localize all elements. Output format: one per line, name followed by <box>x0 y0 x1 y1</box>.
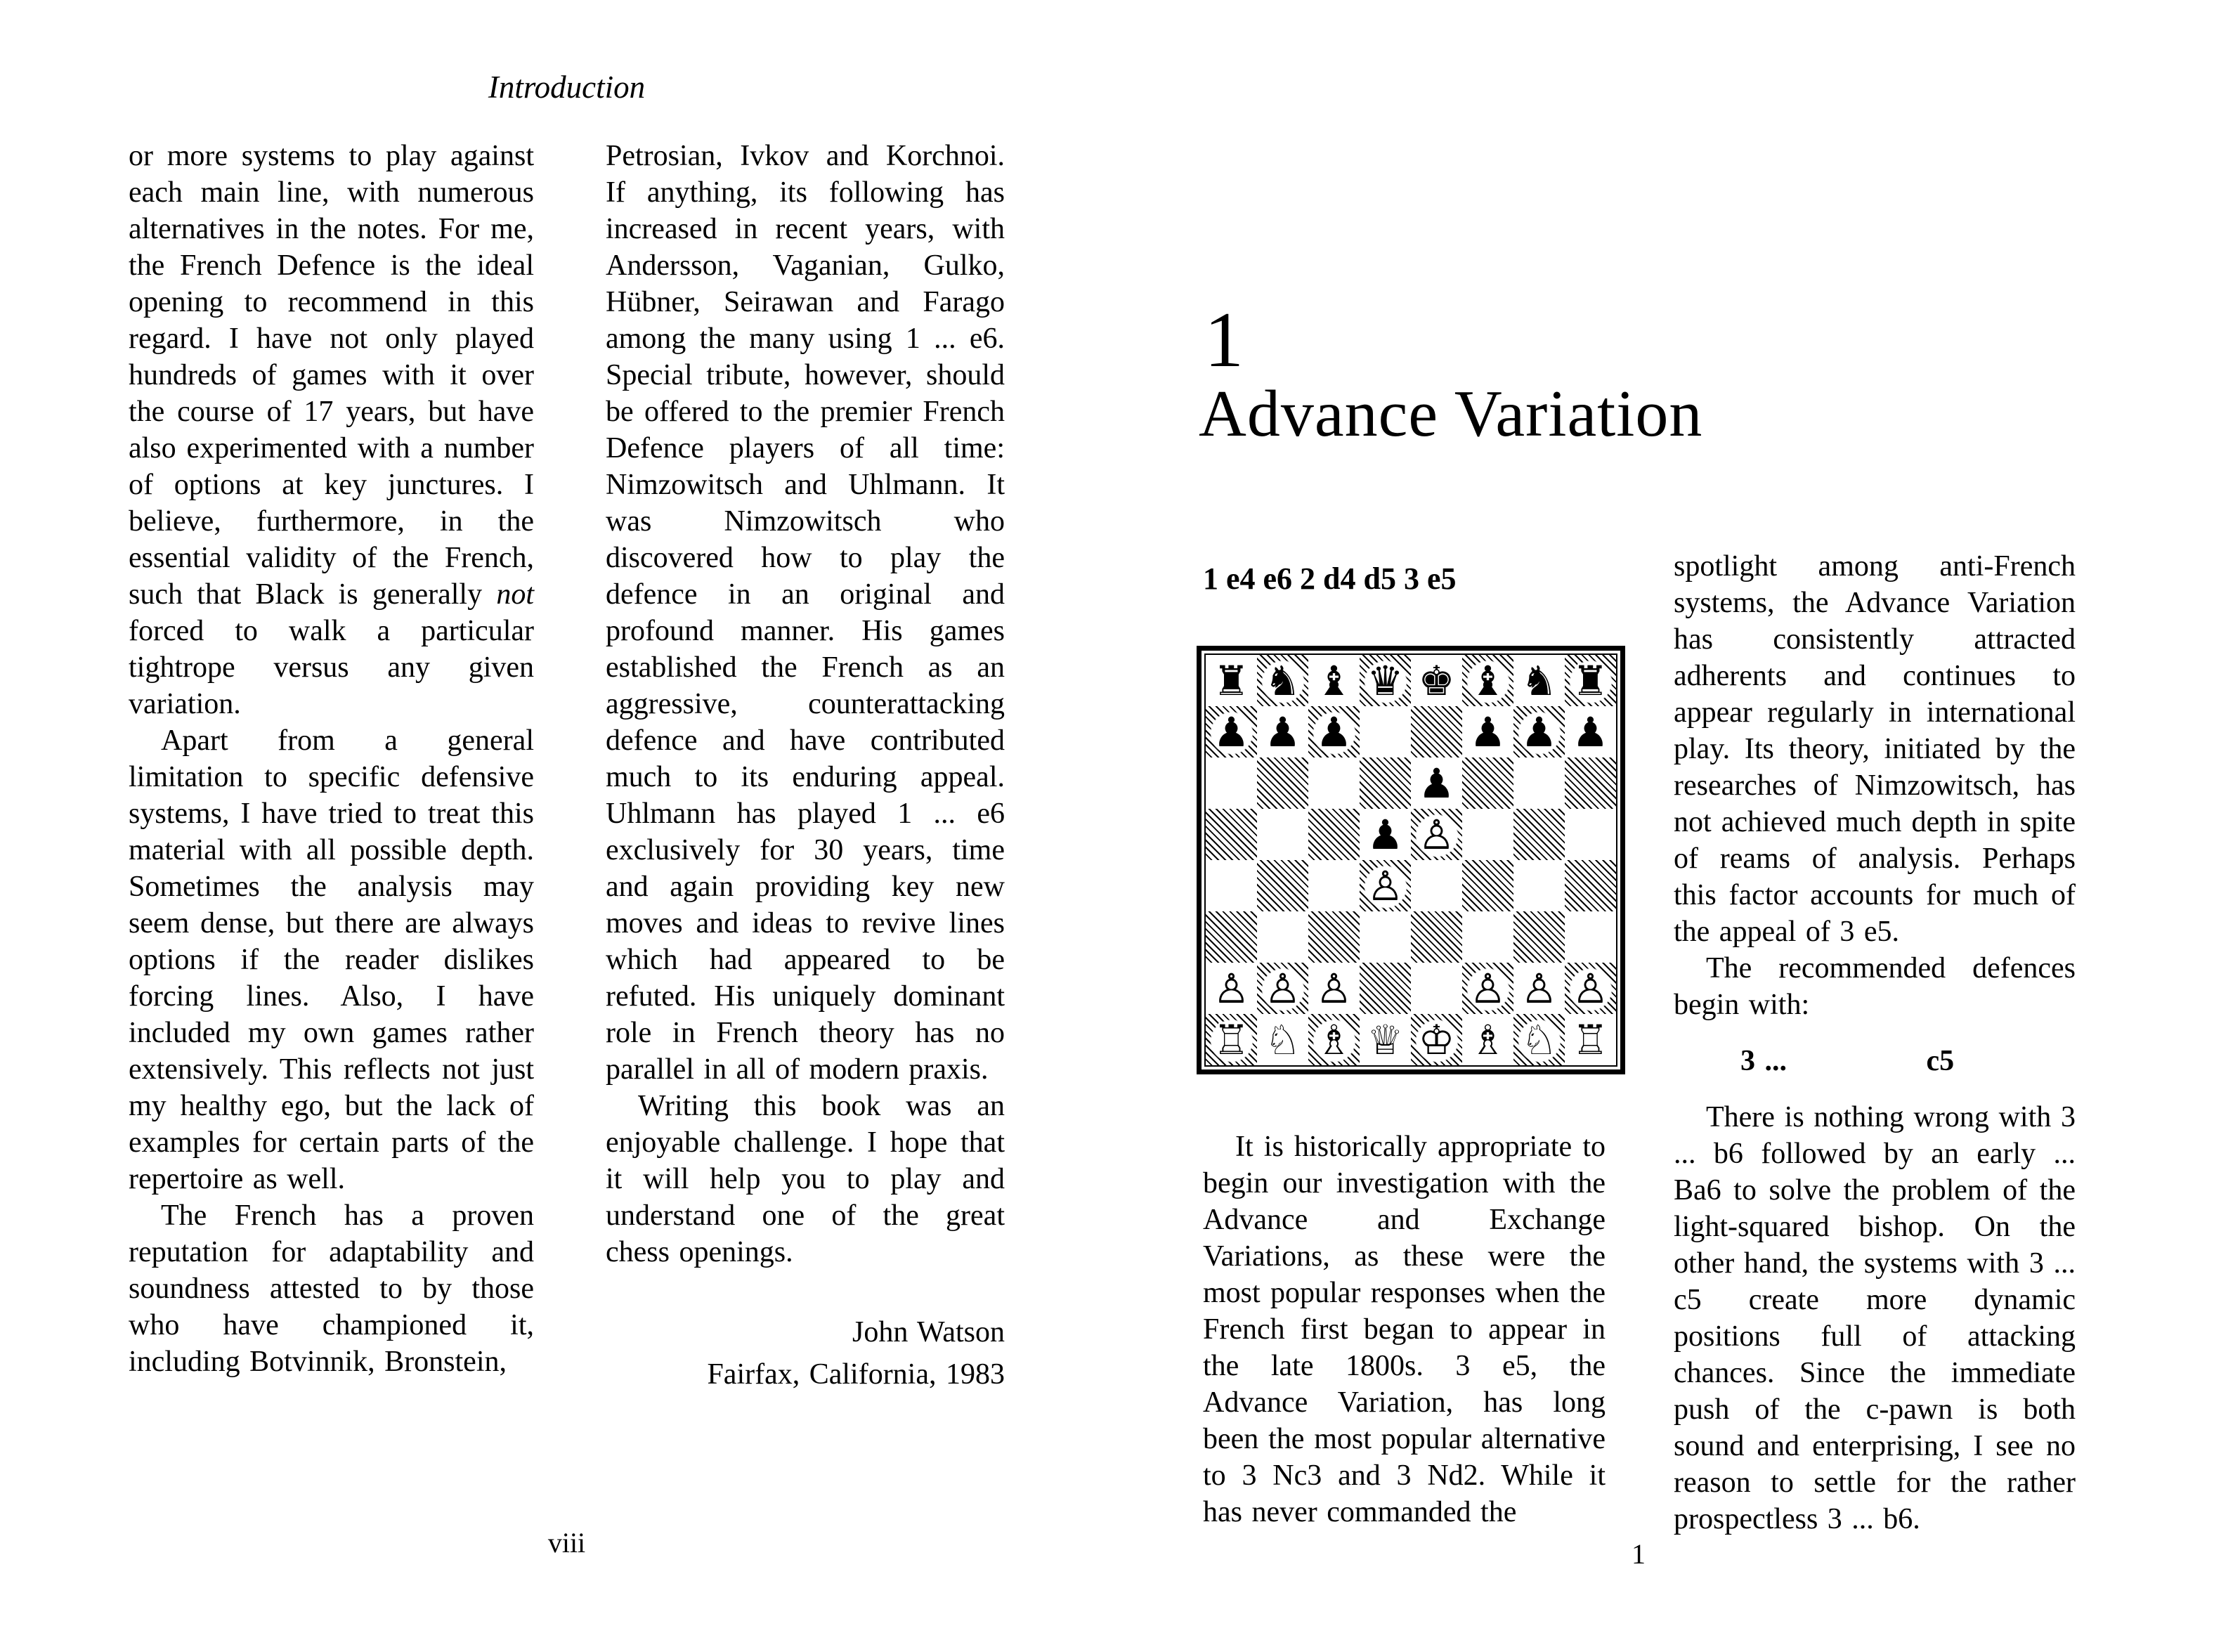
board-square <box>1360 655 1411 706</box>
board-square <box>1308 809 1360 860</box>
variation-move-line <box>1674 1043 2076 1079</box>
board-square <box>1257 963 1308 1014</box>
paragraph: spotlight among anti-French systems, the Advance Variation has consistently attracted adherents and continues to appear regularly in international play. Its theory, initiated by the researches of Nimzowitsch, has not achieved much depth in spite of reams of analysis. Perhaps this factor accounts for much of the appeal of 3 e5. <box>1674 550 2076 948</box>
board-square <box>1513 706 1565 757</box>
board-square <box>1257 655 1308 706</box>
black-pawn-piece: ♟ <box>1418 759 1455 807</box>
board-square <box>1462 963 1513 1014</box>
board-square <box>1308 1014 1360 1065</box>
black-knight-piece: ♞ <box>1260 658 1306 704</box>
paragraph: Writing this book was an enjoyable challenge. I hope that it will help you to play and understand one of the great chess openings. <box>606 1090 1005 1268</box>
board-square <box>1565 1014 1616 1065</box>
board-square <box>1206 809 1257 860</box>
black-pawn-piece: ♟ <box>1367 810 1404 859</box>
white-knight-piece: ♘ <box>1516 1017 1563 1063</box>
white-rook-piece: ♖ <box>1209 1017 1255 1063</box>
board-square <box>1360 911 1411 963</box>
paragraph: Apart from a general limitation to specific defensive systems, I have tried to treat this material with all possible depth. Sometimes the analysis may seem dense, but there are always options if the reader dislikes forcing lines. Also, I have included my own games rather extensively. This reflects not just my healthy ego, but the lack of examples for certain parts of the repertoire as well. <box>129 724 534 1195</box>
white-pawn-piece: ♙ <box>1414 812 1460 858</box>
page-number-left: viii <box>547 1527 586 1559</box>
black-bishop-piece: ♝ <box>1465 658 1511 704</box>
board-square <box>1411 706 1462 757</box>
board-square <box>1565 655 1616 706</box>
board-square <box>1257 809 1308 860</box>
board-square <box>1411 860 1462 911</box>
emphasized-text: not <box>496 578 534 611</box>
board-square <box>1462 809 1513 860</box>
board-square <box>1565 757 1616 809</box>
board-square <box>1513 809 1565 860</box>
left-page-column-2-paragraphs <box>606 138 1005 1270</box>
opening-moves: 1 e4 e6 2 d4 d5 3 e5 <box>1203 561 1457 596</box>
board-square <box>1206 706 1257 757</box>
page-number-right: 1 <box>1632 1538 1646 1570</box>
black-queen-piece: ♛ <box>1362 658 1409 704</box>
variation-move: c5 <box>1926 1045 1955 1077</box>
white-pawn-piece: ♙ <box>1362 863 1409 909</box>
board-square <box>1360 963 1411 1014</box>
board-square <box>1513 860 1565 911</box>
board-square <box>1360 757 1411 809</box>
board-square <box>1206 757 1257 809</box>
signature-place: Fairfax, California, 1983 <box>707 1358 1005 1391</box>
paragraph: Petrosian, Ivkov and Korchnoi. If anything, its following has increased in recent years, with Andersson, Vaganian, Gulko, Hübner, Seirawan and Farago among the many using 1 ... e6. Special tribute, however, should be offered to the premier French Defence players of all time: Nimzowitsch and Uhlmann. It was Nimzowitsch who discovered how to play the defence in an original and profound manner. His games established the French as an aggressive, counterattacking defence and have contributed much to its enduring appeal. Uhlmann has played 1 ... e6 exclusively for 30 years, time and again providing key new moves and ideas to revive lines which had appeared to be refuted. His uniquely dominant role in French theory has no parallel in all of modern praxis. <box>606 140 1005 1086</box>
board-square <box>1206 911 1257 963</box>
white-pawn-piece: ♙ <box>1521 964 1558 1013</box>
board-square <box>1462 1014 1513 1065</box>
left-page-column-2 <box>606 138 1005 1396</box>
white-pawn-piece: ♙ <box>1315 964 1353 1013</box>
black-bishop-piece: ♝ <box>1315 656 1353 705</box>
black-rook-piece: ♜ <box>1568 658 1614 704</box>
chapter-title: Advance Variation <box>1199 377 1703 450</box>
board-square <box>1462 655 1513 706</box>
board-square <box>1257 757 1308 809</box>
board-square <box>1462 757 1513 809</box>
board-square <box>1513 1014 1565 1065</box>
white-bishop-piece: ♗ <box>1311 1017 1357 1063</box>
right-page-column-2-bottom-paragraphs <box>1674 1099 2076 1537</box>
white-pawn-piece: ♙ <box>1568 965 1614 1012</box>
board-square <box>1257 1014 1308 1065</box>
white-bishop-piece: ♗ <box>1469 1015 1506 1064</box>
author-signature <box>606 1311 1005 1396</box>
white-pawn-piece: ♙ <box>1213 964 1250 1013</box>
board-square <box>1462 860 1513 911</box>
white-king-piece: ♔ <box>1414 1017 1460 1063</box>
right-page-column-1 <box>1203 1129 1606 1530</box>
board-square <box>1411 809 1462 860</box>
chapter-number: 1 <box>1204 297 1244 384</box>
chess-board <box>1204 653 1617 1067</box>
board-square <box>1308 860 1360 911</box>
black-rook-piece: ♜ <box>1213 656 1250 705</box>
white-pawn-piece: ♙ <box>1260 965 1306 1012</box>
chess-diagram <box>1197 646 1625 1074</box>
board-square <box>1411 655 1462 706</box>
board-square <box>1206 860 1257 911</box>
board-square <box>1206 655 1257 706</box>
board-square <box>1308 963 1360 1014</box>
paragraph: The French has a proven reputation for adaptability and soundness attested to by those who have championed it, including Botvinnik, Bronstein, <box>129 1199 534 1378</box>
board-square <box>1360 706 1411 757</box>
board-square <box>1257 706 1308 757</box>
right-page-column-2 <box>1674 548 2076 1537</box>
board-square <box>1257 911 1308 963</box>
left-page-column-1 <box>129 138 534 1380</box>
board-square <box>1360 809 1411 860</box>
black-pawn-piece: ♟ <box>1264 708 1301 756</box>
board-square <box>1513 911 1565 963</box>
board-square <box>1257 860 1308 911</box>
white-pawn-piece: ♙ <box>1465 965 1511 1012</box>
board-square <box>1308 655 1360 706</box>
board-square <box>1513 963 1565 1014</box>
board-square <box>1360 1014 1411 1065</box>
black-knight-piece: ♞ <box>1521 656 1558 705</box>
right-page-column-2-top-paragraphs <box>1674 548 2076 1023</box>
board-square <box>1411 1014 1462 1065</box>
running-header: Introduction <box>488 70 646 105</box>
paragraph: The recommended defences begin with: <box>1674 952 2076 1021</box>
board-square <box>1462 706 1513 757</box>
board-square <box>1513 757 1565 809</box>
black-pawn-piece: ♟ <box>1209 709 1255 755</box>
black-pawn-piece: ♟ <box>1516 709 1563 755</box>
board-square <box>1513 655 1565 706</box>
board-square <box>1308 911 1360 963</box>
white-queen-piece: ♕ <box>1367 1015 1404 1064</box>
board-square <box>1565 911 1616 963</box>
board-square <box>1462 911 1513 963</box>
board-square <box>1565 706 1616 757</box>
board-square <box>1411 911 1462 963</box>
board-square <box>1411 963 1462 1014</box>
board-square <box>1206 1014 1257 1065</box>
board-square <box>1360 860 1411 911</box>
variation-move-number: 3 ... <box>1740 1045 1787 1077</box>
board-square <box>1206 963 1257 1014</box>
signature-name: John Watson <box>852 1316 1005 1348</box>
black-pawn-piece: ♟ <box>1469 708 1506 756</box>
board-square <box>1411 757 1462 809</box>
board-square <box>1565 809 1616 860</box>
black-pawn-piece: ♟ <box>1311 709 1357 755</box>
white-knight-piece: ♘ <box>1264 1015 1301 1064</box>
white-rook-piece: ♖ <box>1572 1015 1609 1064</box>
paragraph: It is historically appropriate to begin our investigation with the Advance and Exchange Variations, as these were the most popular responses when the French first began to appear in the late 1800s. 3 e5, the Advance Variation, has long been the most popular alternative to 3 Nc3 and 3 Nd2. While it has never commanded the <box>1203 1131 1606 1528</box>
board-square <box>1308 706 1360 757</box>
board-square <box>1308 757 1360 809</box>
paragraph: or more systems to play against each main line, with numerous alternatives in the notes. For me, the French Defence is the ideal opening to recommend in this regard. I have not only played hundreds of games with it over the course of 17 years, but have also experimented with a number of options at key junctures. I believe, furthermore, in the essential validity of the French, such that Black is generally not forced to walk a particular tightrope versus any given variation. <box>129 140 534 720</box>
board-square <box>1565 963 1616 1014</box>
black-pawn-piece: ♟ <box>1572 708 1609 756</box>
board-square <box>1565 860 1616 911</box>
black-king-piece: ♚ <box>1418 656 1455 705</box>
paragraph: There is nothing wrong with 3 ... b6 followed by an early ... Ba6 to solve the problem of the light-squared bishop. On the other hand, the systems with 3 ... c5 create more dynamic positions full of attacking chances. Since the immediate push of the c-pawn is both sound and enterprising, I see no reason to settle for the rather prospectless 3 ... b6. <box>1674 1101 2076 1535</box>
